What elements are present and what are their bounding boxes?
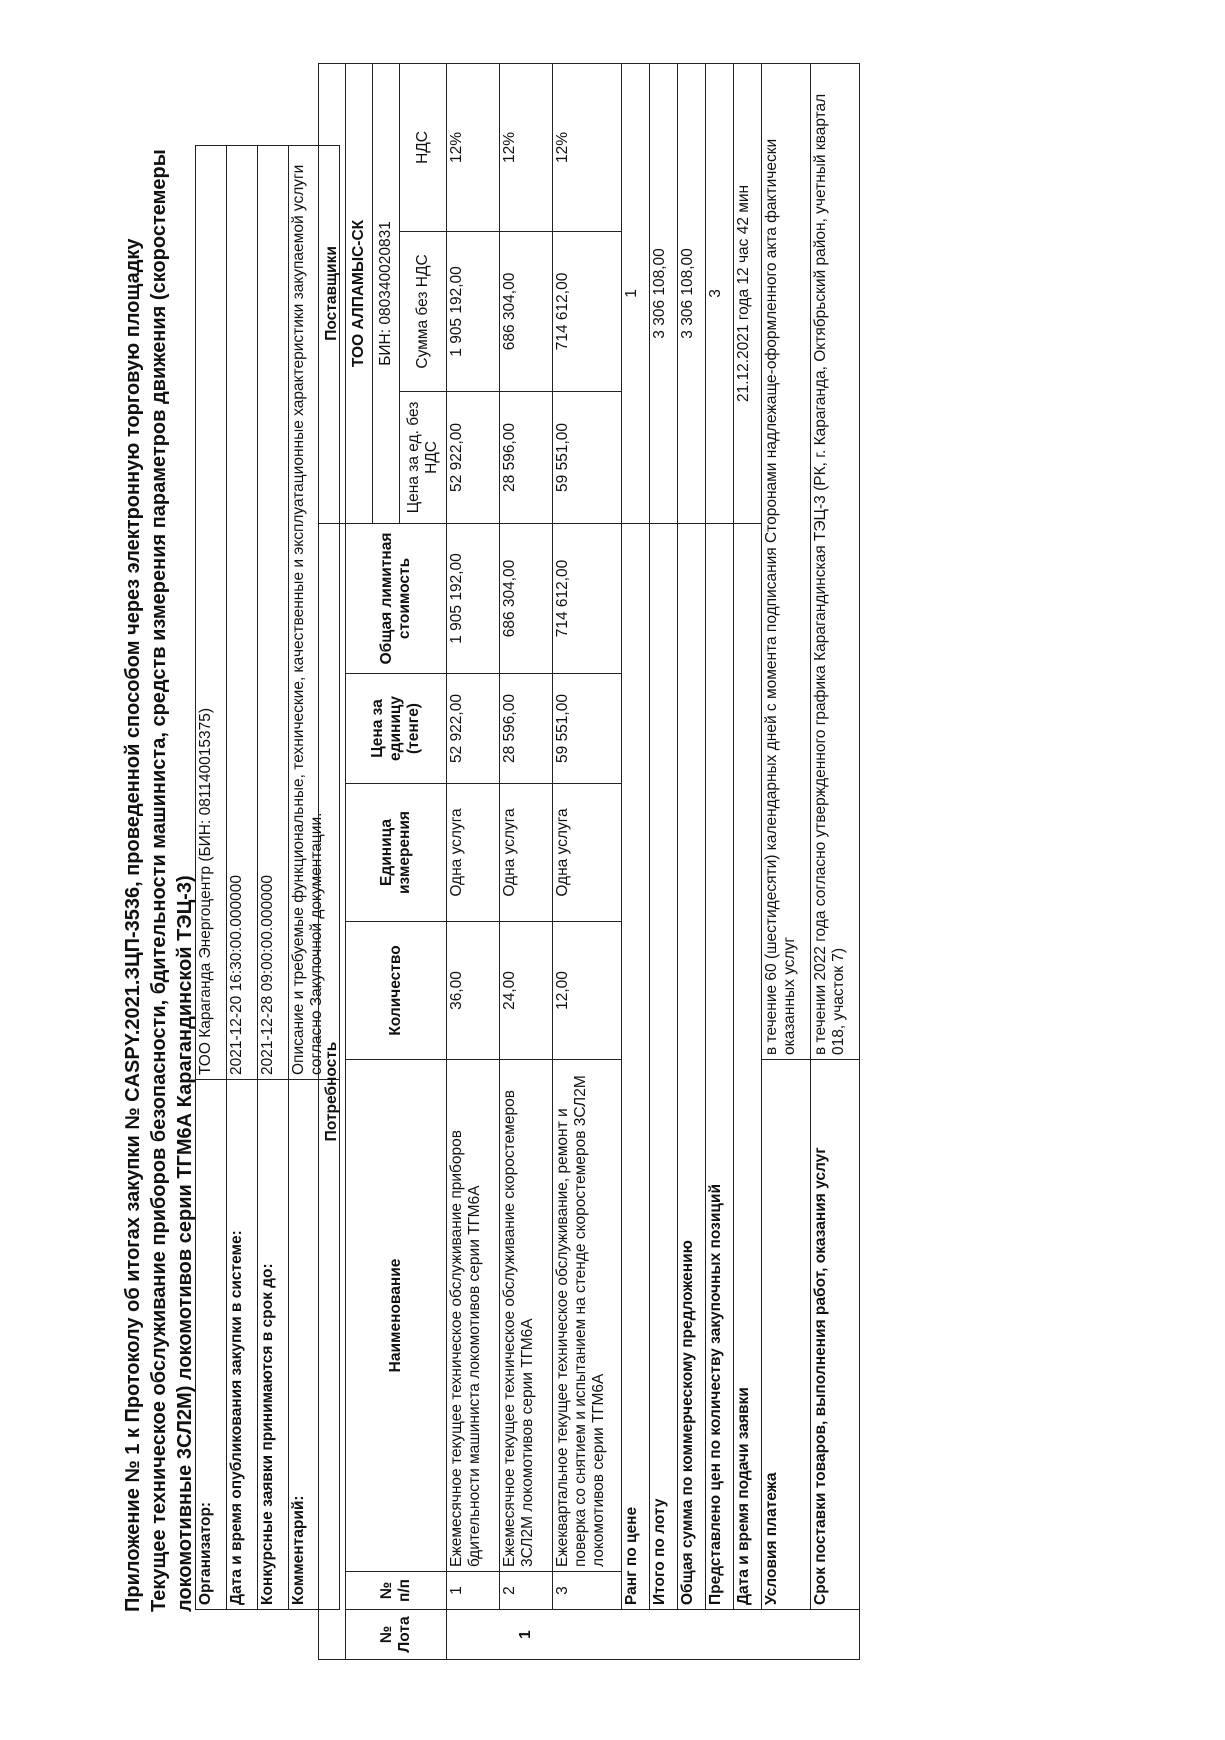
summary-value: 3 306 108,00 (650, 63, 678, 523)
col-total-header: Общая лимитная стоимость (346, 523, 447, 673)
info-value: 2021-12-28 09:00:00.000000 (258, 146, 289, 1080)
row-number: 1 (447, 1572, 500, 1610)
col-name-header: Наименование (346, 1060, 447, 1572)
sub-price-header: Цена за ед. без НДС (400, 391, 447, 523)
header-line-1: Приложение № 1 к Протоколу об итогах закупки № CASPY.2021.ЗЦП-3536, проведенной способом через электронную торговую площадку (122, 238, 144, 1612)
info-row (196, 146, 227, 1610)
col-price-header: Цена за единицу (тенге) (346, 674, 447, 784)
summary-value: 3 (706, 63, 734, 523)
row-number: 3 (553, 1572, 622, 1610)
table-row (553, 63, 622, 1659)
summary-value: 21.12.2021 года 12 час 42 мин (734, 63, 762, 523)
row-name: Ежемесячное текущее техническое обслуживание скоростемеров 3СЛ2М локомотивов серии ТГМ6А (500, 1060, 553, 1572)
terms-value: в течение 60 (шестидесяти) календарных дней с момента подписания Сторонами надлежаще-оформленного акта фактически оказанных услуг (762, 63, 811, 1059)
row-qty: 36,00 (447, 922, 500, 1060)
terms-value: в течении 2022 года согласно утвержденного графика Карагандинская ТЭЦ-3 (РК, г. Караганда, Октябрьский район, учетный квартал 018, участок 7) (811, 63, 860, 1059)
info-label: Дата и время опубликования закупки в системе: (227, 1080, 258, 1610)
header-line-3: локомотивные 3СЛ2М) локомотивов серии ТГМ6А Карагандинской ТЭЦ-3) (174, 875, 196, 1612)
supplier-bin: БИН: 080340020831 (373, 63, 400, 523)
row-unit: Одна услуга (500, 784, 553, 922)
row-qty: 24,00 (500, 922, 553, 1060)
info-row (258, 146, 289, 1610)
row-unit: Одна услуга (553, 784, 622, 922)
col-pp-header: № п/п (346, 1572, 447, 1610)
supplier-name: ТОО АЛПАМЫС-СК (346, 63, 373, 523)
terms-label: Срок поставки товаров, выполнения работ, оказания услуг (811, 1060, 860, 1610)
summary-row (678, 63, 706, 1659)
info-label: Комментарий: (289, 1080, 340, 1610)
summary-value: 1 (622, 63, 650, 523)
row-supplier-vat: 12% (500, 63, 553, 231)
row-unit: Одна услуга (447, 784, 500, 922)
sub-vat-header: НДС (400, 63, 447, 231)
row-total: 1 905 192,00 (447, 523, 500, 673)
summary-value: 3 306 108,00 (678, 63, 706, 523)
suppliers-group-header: Поставщики (319, 63, 346, 523)
row-supplier-price: 52 922,00 (447, 391, 500, 523)
terms-row (811, 63, 860, 1659)
info-row (227, 146, 258, 1610)
terms-label: Условия платежа (762, 1060, 811, 1610)
row-supplier-sum: 686 304,00 (500, 231, 553, 391)
row-supplier-price: 28 596,00 (500, 391, 553, 523)
summary-label: Общая сумма по коммерческому предложению (678, 523, 706, 1609)
summary-label: Представлено цен по количеству закупочных позиций (706, 523, 734, 1609)
info-value: Описание и требуемые функциональные, технические, качественные и эксплуатационные характеристики закупаемой услуги согласно Закупочной документации. (289, 146, 340, 1080)
row-supplier-sum: 1 905 192,00 (447, 231, 500, 391)
sub-sum-header: Сумма без НДС (400, 231, 447, 391)
row-supplier-sum: 714 612,00 (553, 231, 622, 391)
row-supplier-vat: 12% (447, 63, 500, 231)
summary-row (622, 63, 650, 1659)
header-line-2: Текущее техническое обслуживание приборов безопасности, бдительности машиниста, средств измерения параметров движения (скоростемеры (148, 149, 170, 1612)
info-label: Конкурсные заявки принимаются в срок до: (258, 1080, 289, 1610)
row-name: Ежемесячное текущее техническое обслуживание приборов бдительности машиниста локомотивов серии ТГМ6А (447, 1060, 500, 1572)
col-lot-header: № Лота (346, 1610, 447, 1660)
row-qty: 12,00 (553, 922, 622, 1060)
summary-label: Ранг по цене (622, 523, 650, 1609)
col-unit-header: Единица измерения (346, 784, 447, 922)
summary-row (706, 63, 734, 1659)
row-price: 28 596,00 (500, 674, 553, 784)
row-supplier-vat: 12% (553, 63, 622, 231)
col-qty-header: Количество (346, 922, 447, 1060)
lot-number: 1 (447, 1610, 860, 1660)
row-total: 714 612,00 (553, 523, 622, 673)
terms-row (762, 63, 811, 1659)
summary-row (734, 63, 762, 1659)
bid-table (318, 63, 860, 1660)
row-supplier-price: 59 551,00 (553, 391, 622, 523)
summary-label: Итого по лоту (650, 523, 678, 1609)
info-value: ТОО Караганда Энергоцентр (БИН: 081140015375) (196, 146, 227, 1080)
row-total: 686 304,00 (500, 523, 553, 673)
document-header (120, 112, 198, 1612)
table-row (447, 63, 500, 1659)
row-price: 59 551,00 (553, 674, 622, 784)
info-value: 2021-12-20 16:30:00.000000 (227, 146, 258, 1080)
row-price: 52 922,00 (447, 674, 500, 784)
row-number: 2 (500, 1572, 553, 1610)
need-group-header: Потребность (319, 523, 346, 1659)
row-name: Ежеквартальное текущее техническое обслуживание, ремонт и поверка со снятием и испытанием на стенде скоростемеров 3СЛ2М локомотивов серии ТГМ6А (553, 1060, 622, 1572)
info-label: Организатор: (196, 1080, 227, 1610)
summary-row (650, 63, 678, 1659)
table-row (500, 63, 553, 1659)
summary-label: Дата и время подачи заявки (734, 523, 762, 1609)
